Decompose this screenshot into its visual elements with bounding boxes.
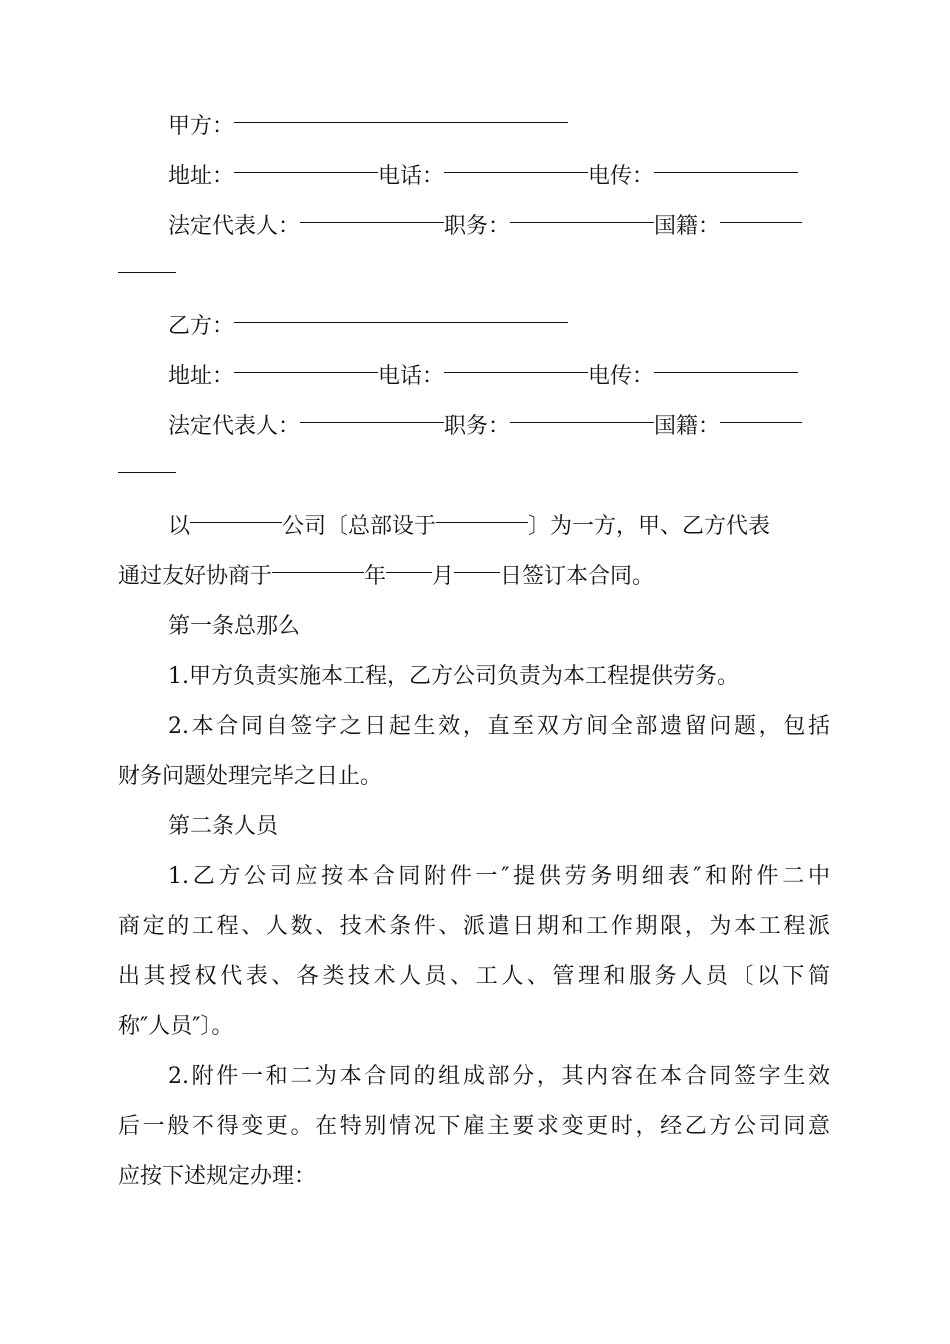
article-2-item-1-line-2: 商定的工程、人数、技术条件、派遣日期和工作期限，为本工程派 — [118, 914, 830, 939]
article-2-item-2-line-1: 2.附件一和二为本合同的组成部分，其内容在本合同签字生效 — [168, 1064, 830, 1089]
article-2-title: 第二条人员 — [168, 814, 279, 839]
party-b-label: 乙方： — [168, 314, 235, 339]
party-b-rep-line — [0, 402, 950, 452]
party-b-rep-label: 法定代表人： — [168, 414, 301, 439]
party-a-position-blank — [510, 221, 654, 223]
article-1-title: 第一条总那么 — [168, 614, 301, 639]
party-b-rep-blank — [300, 421, 444, 423]
party-b-line — [0, 302, 950, 352]
party-a-fax-blank — [654, 171, 798, 173]
party-b-position-blank — [510, 421, 654, 423]
party-a-address-blank — [234, 171, 378, 173]
party-b-fax-label: 电传： — [588, 364, 655, 389]
article-2-item-1-line-1: 1.乙方公司应按本合同附件一″提供劳务明细表″和附件二中 — [168, 864, 830, 889]
intro-company-blank — [190, 521, 282, 523]
party-a-label: 甲方： — [168, 114, 235, 139]
intro-hq-blank — [436, 521, 528, 523]
party-b-position-label: 职务： — [444, 414, 511, 439]
article-2-item-2-line-2: 后一般不得变更。在特别情况下雇主要求变更时，经乙方公司同意 — [118, 1114, 830, 1139]
intro-text-2: 公司〔总部设于 — [282, 514, 437, 539]
party-a-contact-line — [0, 152, 950, 202]
intro-text-1: 以 — [168, 514, 191, 539]
intro-year-blank — [272, 571, 364, 573]
party-a-name-blank — [234, 121, 568, 123]
intro-text-5: 日签订本合同。 — [500, 564, 655, 589]
party-b-phone-blank — [444, 371, 588, 373]
party-b-phone-label: 电话： — [378, 364, 445, 389]
party-a-rep-continuation — [0, 252, 950, 302]
party-a-rep-line — [0, 202, 950, 252]
article-2-item-1-line-3: 出其授权代表、各类技术人员、工人、管理和服务人员〔以下简 — [118, 964, 830, 989]
party-b-rep-continuation — [0, 452, 950, 502]
party-a-position-label: 职务： — [444, 214, 511, 239]
party-b-contact-line — [0, 352, 950, 402]
article-2-item-1-line-4: 称″人员″〕。 — [118, 1014, 234, 1039]
intro-line-1 — [0, 502, 950, 552]
party-a-nationality-blank — [720, 221, 802, 223]
party-b-address-label: 地址： — [168, 364, 235, 389]
party-a-phone-blank — [444, 171, 588, 173]
article-2-item-2-line-3: 应按下述规定办理： — [118, 1164, 317, 1189]
party-b-nationality-blank — [720, 421, 802, 423]
party-b-nationality-label: 国籍： — [654, 414, 721, 439]
party-b-address-blank — [234, 371, 378, 373]
intro-month-label: 月 — [432, 564, 455, 589]
party-a-rep-blank — [300, 221, 444, 223]
party-a-fax-label: 电传： — [588, 164, 655, 189]
intro-text-3: 〕为一方，甲、乙方代表 — [528, 514, 771, 539]
article-1-item-2-line-1: 2.本合同自签字之日起生效，直至双方间全部遗留问题，包括 — [168, 714, 830, 739]
party-a-address-label: 地址： — [168, 164, 235, 189]
party-a-rep-label: 法定代表人： — [168, 214, 301, 239]
party-a-line — [0, 102, 950, 152]
intro-text-4: 通过友好协商于 — [118, 564, 273, 589]
intro-line-2 — [0, 552, 950, 602]
party-a-nationality-blank-cont — [118, 271, 176, 273]
intro-month-blank — [386, 571, 432, 573]
party-b-fax-blank — [654, 371, 798, 373]
party-a-nationality-label: 国籍： — [654, 214, 721, 239]
party-a-phone-label: 电话： — [378, 164, 445, 189]
article-1-item-1: 1.甲方负责实施本工程，乙方公司负责为本工程提供劳务。 — [168, 664, 739, 689]
intro-day-blank — [454, 571, 500, 573]
intro-year-label: 年 — [364, 564, 387, 589]
party-b-name-blank — [234, 321, 568, 323]
party-b-nationality-blank-cont — [118, 471, 176, 473]
article-1-item-2-line-2: 财务问题处理完毕之日止。 — [118, 764, 383, 789]
